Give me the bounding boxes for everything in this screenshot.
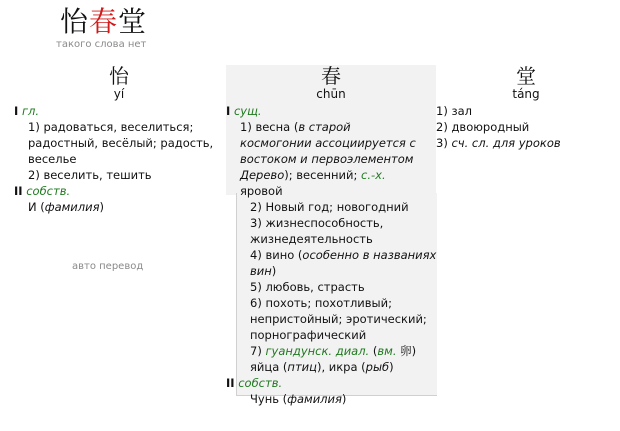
definition-line: востоком и первоэлементом	[240, 152, 414, 166]
definition-line: 2) Новый год; новогодний	[250, 200, 409, 214]
definition-line: 1) радоваться, веселиться;	[28, 120, 194, 134]
definition-line: 1) зал	[436, 104, 472, 118]
definition-line: 6) похоть; похотливый;	[250, 296, 392, 310]
definition-line: 4) вино (особенно в названиях	[250, 248, 437, 262]
definition-line: Чунь (фамилия)	[250, 392, 347, 406]
column-hanzi[interactable]: 怡	[109, 64, 129, 88]
definition-line: яйца (птиц), икра (рыб)	[250, 360, 394, 374]
not-found-note: такого слова нет	[56, 39, 147, 50]
char-column-tang	[436, 65, 616, 151]
definition-line: 5) любовь, страсть	[250, 280, 365, 294]
definition-line: порнографический	[250, 328, 367, 342]
definition-line: 2) двоюродный	[436, 120, 530, 134]
sense-heading: I гл.	[14, 104, 39, 118]
definition-line: космогонии ассоциируется с	[240, 136, 416, 150]
definition-line: радостный, весёлый; радость,	[28, 136, 214, 150]
headword-title	[60, 4, 147, 40]
column-pinyin: yí	[113, 87, 125, 101]
sense-heading: I сущ.	[226, 104, 262, 118]
definition-line: жизнедеятельность	[250, 232, 373, 246]
definition-line: 3) жизнеспособность,	[250, 216, 384, 230]
definition-line: 3) сч. сл. для уроков	[436, 136, 561, 150]
headword-char-2: 春	[89, 5, 119, 38]
definition-line: 2) веселить, тешить	[28, 168, 152, 182]
definition-line: 1) весна (в старой	[240, 120, 351, 134]
char-column-yi	[14, 65, 224, 215]
column-pinyin: táng	[512, 87, 540, 101]
sense-heading: II собств.	[14, 184, 71, 198]
definition-line: Дерево); весенний; с.-х.	[240, 168, 386, 182]
definition-line: 7) гуандунск. диал. (вм. 卵)	[250, 344, 417, 358]
definition-line: веселье	[28, 152, 77, 166]
column-hanzi[interactable]: 春	[321, 64, 341, 88]
headword-char-3: 堂	[118, 5, 148, 38]
column-hanzi[interactable]: 堂	[516, 64, 536, 88]
column-pinyin: chūn	[316, 87, 346, 101]
definition-line: И (фамилия)	[28, 200, 105, 214]
sense-heading: II собств.	[226, 376, 283, 390]
headword-char-1: 怡	[60, 5, 90, 38]
definition-line: вин)	[250, 264, 277, 278]
auto-translate-label[interactable]: авто перевод	[72, 261, 144, 272]
definition-line: непристойный; эротический;	[250, 312, 427, 326]
definition-line: яровой	[240, 184, 283, 198]
char-column-chun	[226, 65, 436, 407]
